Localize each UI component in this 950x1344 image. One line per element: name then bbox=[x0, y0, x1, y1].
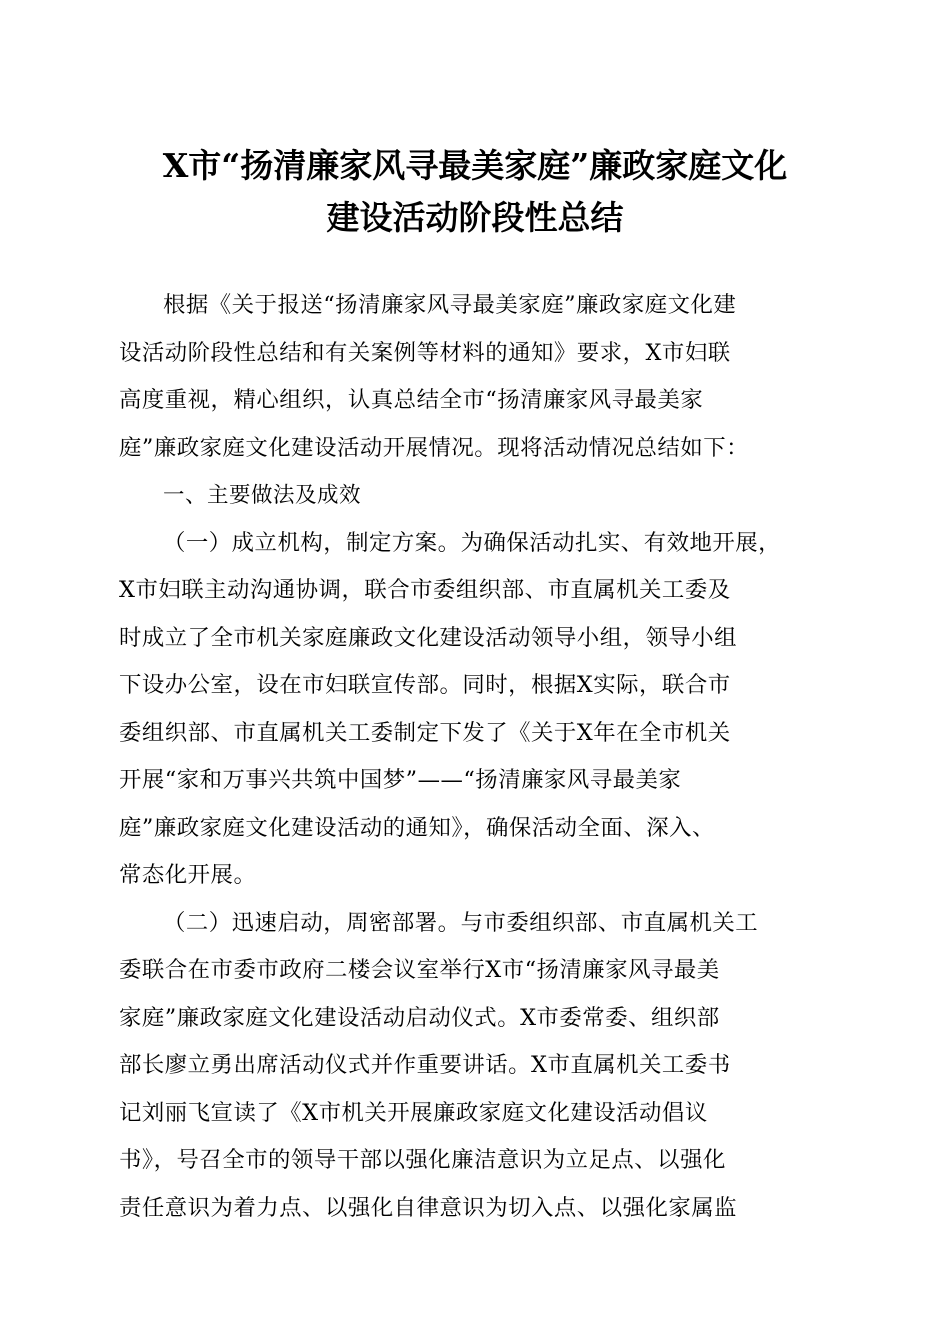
para1-line: 庭”廉政家庭文化建设活动的通知》，确保活动全面、深入、 bbox=[119, 814, 715, 841]
title-line-1: X市“扬清廉家风寻最美家庭”廉政家庭文化 bbox=[162, 146, 788, 185]
para2-line: 家庭”廉政家庭文化建设活动启动仪式。X市委常委、组织部 bbox=[119, 1004, 720, 1031]
intro-line: 高度重视，精心组织，认真总结全市“扬清廉家风寻最美家 bbox=[119, 387, 704, 413]
para2-line: （二）迅速启动，周密部署。与市委组织部、市直属机关工 bbox=[163, 909, 759, 936]
title-line-2: 建设活动阶段性总结 bbox=[326, 198, 624, 237]
document-title bbox=[100, 140, 850, 244]
section-heading: 一、主要做法及成效 bbox=[163, 483, 362, 508]
para2-line: 责任意识为着力点、以强化自律意识为切入点、以强化家属监 bbox=[119, 1194, 738, 1221]
para1-line: 委组织部、市直属机关工委制定下发了《关于X年在全市机关 bbox=[119, 719, 731, 746]
document-body bbox=[119, 282, 831, 1232]
para1-line: 开展“家和万事兴共筑中国梦”——“扬清廉家风寻最美家 bbox=[119, 767, 682, 793]
intro-line: 设活动阶段性总结和有关案例等材料的通知》要求，X市妇联 bbox=[119, 339, 731, 366]
para1-line: 时成立了全市机关家庭廉政文化建设活动领导小组，领导小组 bbox=[119, 624, 738, 651]
para2-line: 部长廖立勇出席活动仪式并作重要讲话。X市直属机关工委书 bbox=[119, 1052, 731, 1078]
para1-line: 常态化开展。 bbox=[119, 862, 257, 888]
intro-line: 根据《关于报送“扬清廉家风寻最美家庭”廉政家庭文化建 bbox=[163, 292, 737, 318]
para2-line: 书》，号召全市的领导干部以强化廉洁意识为立足点、以强化 bbox=[119, 1147, 726, 1173]
para1-line: （一）成立机构，制定方案。为确保活动扎实、有效地开展， bbox=[163, 529, 782, 556]
para2-line: 记刘丽飞宣读了《X市机关开展廉政家庭文化建设活动倡议 bbox=[119, 1099, 708, 1126]
para1-line: X市妇联主动沟通协调，联合市委组织部、市直属机关工委及 bbox=[119, 577, 731, 603]
para1-line: 下设办公室，设在市妇联宣传部。同时，根据X实际，联合市 bbox=[119, 672, 731, 698]
para2-line: 委联合在市委市政府二楼会议室举行X市“扬清廉家风寻最美 bbox=[119, 957, 720, 983]
intro-line: 庭”廉政家庭文化建设活动开展情况。现将活动情况总结如下： bbox=[119, 434, 749, 461]
